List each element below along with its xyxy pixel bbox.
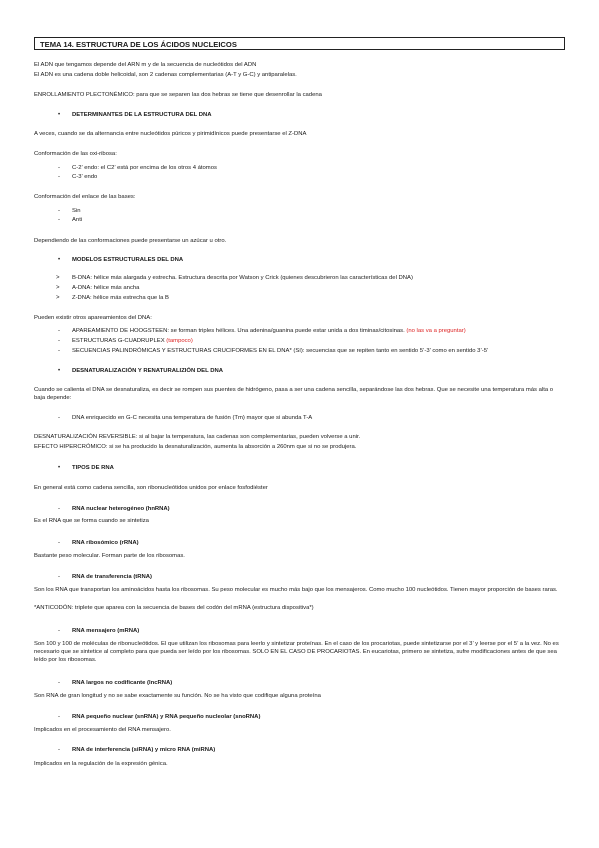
dash-icon: - xyxy=(58,328,60,334)
paragraph: Implicados en el procesamiento del RNA mensajero. xyxy=(34,727,171,733)
dash-icon: - xyxy=(58,747,60,753)
arrow-icon: > xyxy=(56,295,60,301)
paragraph: Es el RNA que se forma cuando se sintetiza xyxy=(34,518,149,524)
paragraph: *ANTICODÓN: triplete que aparea con la secuencia de bases del codón del mRNA (estructura dispositiva*) xyxy=(34,605,314,611)
paragraph: A veces, cuando se da alternancia entre nucleótidos púricos y pirimidínicos puede presentarse el Z-DNA xyxy=(34,131,307,137)
arrow-icon: > xyxy=(56,275,60,281)
section-heading: DETERMINANTES DE LA ESTRUCTURA DEL DNA xyxy=(72,112,212,118)
dash-icon: - xyxy=(58,208,60,214)
paragraph: Dependiendo de las conformaciones puede presentarse un azúcar u otro. xyxy=(34,238,227,244)
list-item: C-3’ endo xyxy=(72,174,98,180)
paragraph: Son los RNA que transportan los aminoácidos hasta los ribosomas. Su peso molecular es mucho más bajo que los mensajeros. Como mucho 100 nucleótidos. Tienen mayor proporción de bases raras. xyxy=(34,587,558,593)
paragraph: Bastante peso molecular. Forman parte de los ribosomas. xyxy=(34,553,185,559)
arrow-icon: > xyxy=(56,285,60,291)
paragraph: DESNATURALIZACIÓN REVERSIBLE: si al bajar la temperatura, las cadenas son complementarias, pueden volverse a unir. xyxy=(34,434,361,440)
paragraph: Implicados en la regulación de la expresión génica. xyxy=(34,761,168,767)
paragraph: El ADN que tengamos depende del ARN m y de la secuencia de nucleótidos del ADN xyxy=(34,62,257,68)
dash-icon: - xyxy=(58,165,60,171)
list-item: ESTRUCTURAS G-CUADRUPLEX (tampoco) xyxy=(72,338,193,344)
subsection-heading: RNA mensajero (mRNA) xyxy=(72,628,140,634)
list-item: APAREAMIENTO DE HOOGSTEEN: se forman triples hélices. Una adenina/guanina puede estar unida a dos timinas/citosinas. (no las va a preguntar) xyxy=(72,328,466,334)
paragraph: Pueden existir otros apareamientos del DNA: xyxy=(34,315,152,321)
paragraph: Son RNA de gran longitud y no se sabe exactamente su función. No se ha visto que codifique alguna proteína xyxy=(34,693,321,699)
dash-icon: - xyxy=(58,540,60,546)
section-heading: DESNATURALIZACIÓN Y RENATURALIZIÓN DEL DNA xyxy=(72,368,223,374)
section-heading: TIPOS DE RNA xyxy=(72,465,114,471)
dash-icon: - xyxy=(58,174,60,180)
paragraph: En general está como cadena sencilla, son ribonucleótidos unidos por enlace fosfodiéster xyxy=(34,485,268,491)
bullet-icon: • xyxy=(58,368,61,374)
subsection-heading: RNA largos no codificante (lncRNA) xyxy=(72,680,173,686)
bullet-icon: • xyxy=(58,465,61,471)
dash-icon: - xyxy=(58,506,60,512)
subsection-heading: RNA de transferencia (tRNA) xyxy=(72,574,152,580)
dash-icon: - xyxy=(58,348,60,354)
subsection-heading: RNA ribosómico (rRNA) xyxy=(72,540,139,546)
document-title: TEMA 14. ESTRUCTURA DE LOS ÁCIDOS NUCLEICOS xyxy=(34,37,565,50)
dash-icon: - xyxy=(58,628,60,634)
dash-icon: - xyxy=(58,415,60,421)
paragraph: Cuando se calienta el DNA se desnaturaliza, es decir se rompen sus puentes de hidrógeno, pasa a ser una cadena sencilla, separándose las dos hebras. Que se necesite una temperatura más alta o baja depende: xyxy=(34,387,554,401)
paragraph: Conformación de las oxi-ribosa: xyxy=(34,151,117,157)
subsection-heading: RNA nuclear heterogéneo (hnRNA) xyxy=(72,506,170,512)
list-item: Z-DNA: hélice más estrecha que la B xyxy=(72,295,169,301)
paragraph: El ADN es una cadena doble helicoidal, son 2 cadenas complementarias (A-T y G-C) y antiparalelas. xyxy=(34,72,297,78)
list-item: SECUENCIAS PALINDRÓMICAS Y ESTRUCTURAS CRUCIFORMES EN EL DNA* (Sí): secuencias que se repiten tanto en sentido 5’-3’ como en sentido 3’-5’ xyxy=(72,348,489,354)
section-heading: MODELOS ESTRUCTURALES DEL DNA xyxy=(72,257,184,263)
list-item: C-2’ endo: el C2’ está por encima de los otros 4 átomos xyxy=(72,165,217,171)
bullet-icon: • xyxy=(58,257,61,263)
dash-icon: - xyxy=(58,714,60,720)
list-item: DNA enriquecido en G-C necesita una temperatura de fusión (Tm) mayor que si abunda T-A xyxy=(72,415,313,421)
dash-icon: - xyxy=(58,574,60,580)
paragraph: Conformación del enlace de las bases: xyxy=(34,194,136,200)
list-item: Sin xyxy=(72,208,81,214)
bullet-icon: • xyxy=(58,112,61,118)
list-item: A-DNA: hélice más ancha xyxy=(72,285,140,291)
dash-icon: - xyxy=(58,338,60,344)
list-item: B-DNA: hélice más alargada y estrecha. Estructura descrita por Watson y Crick (quienes descubrieron las características del DNA) xyxy=(72,275,413,281)
paragraph: EFECTO HIPERCRÓMICO: si se ha producido la desnaturalización, aumenta la absorción a 260nm que si no se produjera. xyxy=(34,444,357,450)
dash-icon: - xyxy=(58,680,60,686)
subsection-heading: RNA de interferencia (siRNA) y micro RNA (miRNA) xyxy=(72,747,216,753)
paragraph: ENROLLAMIENTO PLECTONÉMICO: para que se separen las dos hebras se tiene que desenrollar la cadena xyxy=(34,92,322,98)
dash-icon: - xyxy=(58,217,60,223)
list-item: Anti xyxy=(72,217,83,223)
subsection-heading: RNA pequeño nuclear (snRNA) y RNA pequeño nucleolar (snoRNA) xyxy=(72,714,261,720)
paragraph: Son 100 y 100 de moléculas de ribonucleótidos. El que utilizan los ribosomas para leerlo y sintetizar proteínas. En el caso de los procariotas, puede sintetizarse por el 3’ y leerse por el 5’ a la vez. No es necesario que se sintetice al completo para que pueda ser leído por los ribosomas. SOLO EN EL CASO DE PROCARIOTAS. En eucariotas, primero se sintetiza, sufre modificaciones antes de que sea leído por los ribosomas. xyxy=(34,641,559,663)
